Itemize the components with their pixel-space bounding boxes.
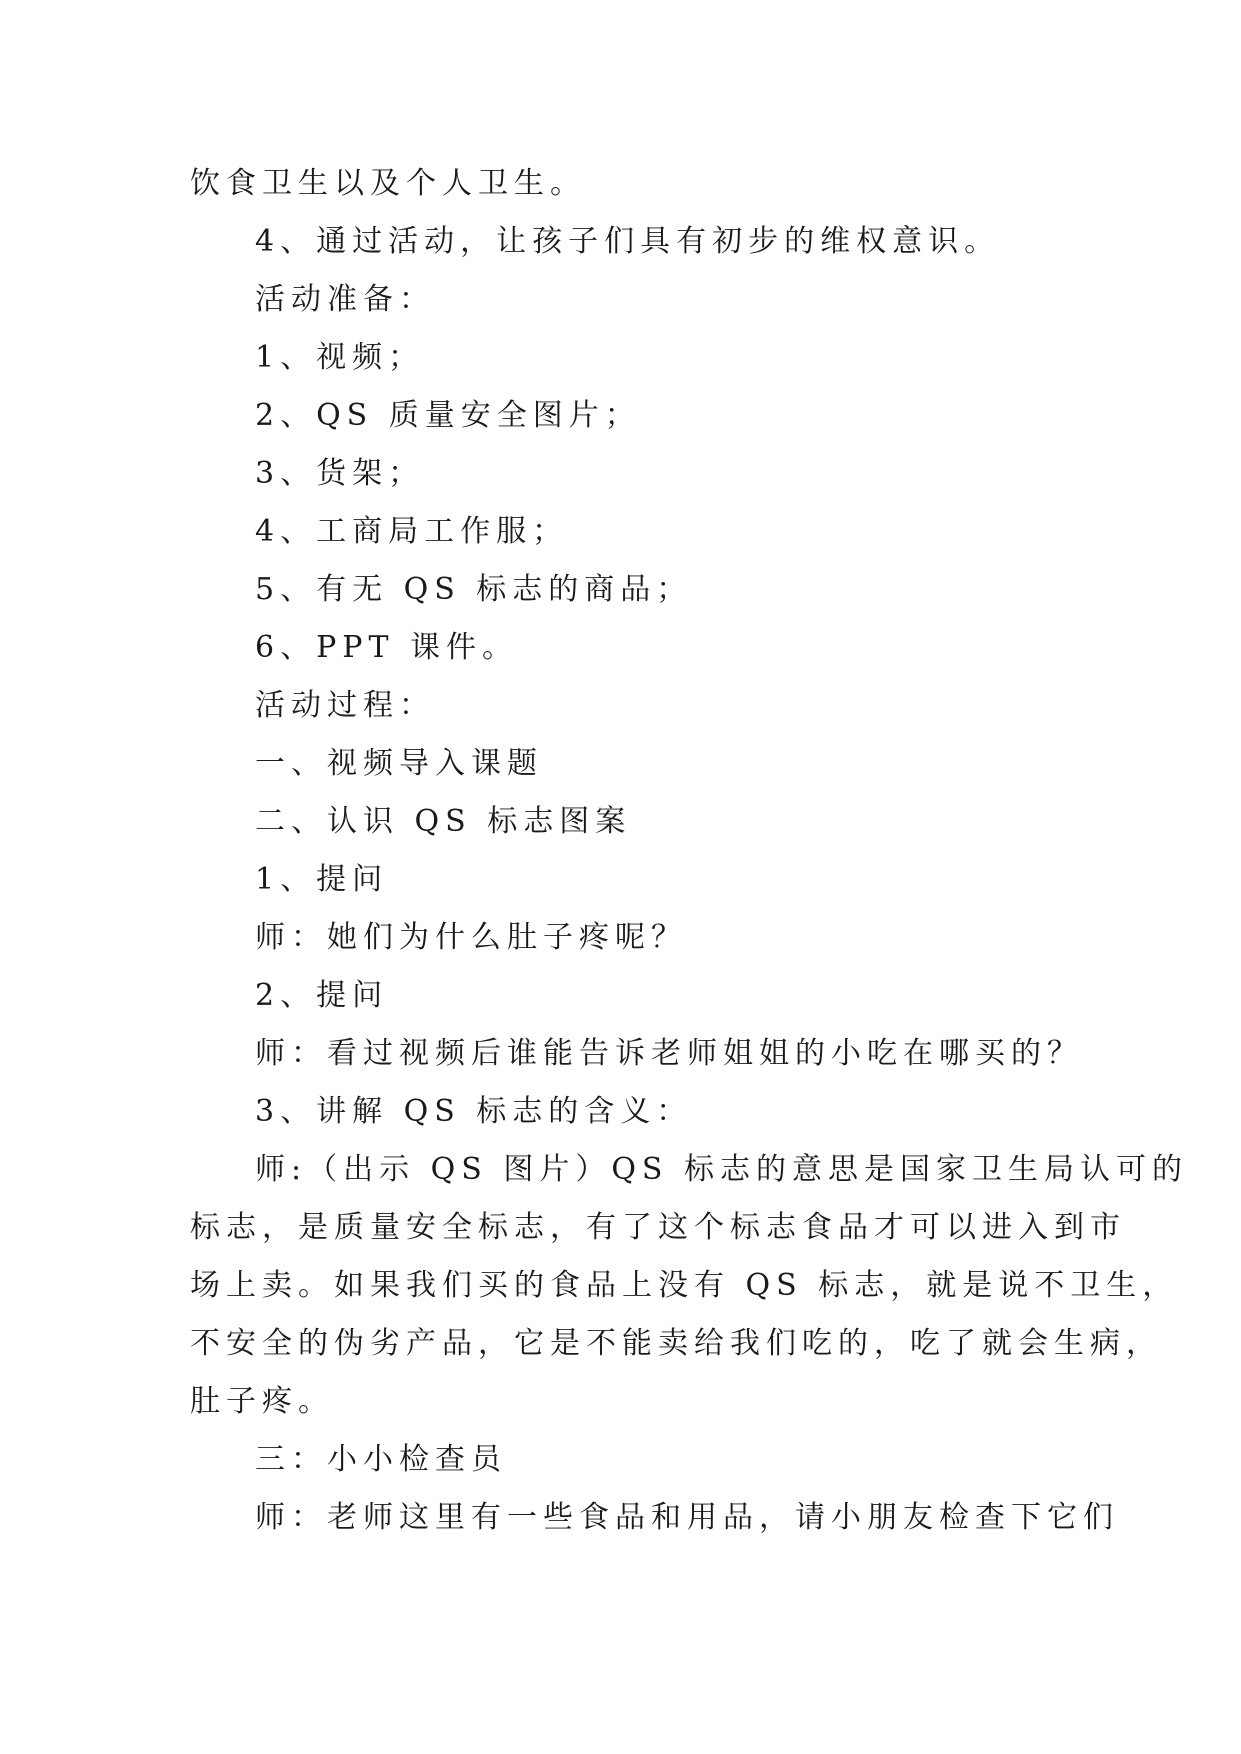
list-item: 6、PPT 课件。 [255, 630, 519, 665]
objective-item: 4、通过活动，让孩子们具有初步的维权意识。 [255, 224, 1001, 259]
paragraph-line: 场上卖。如果我们买的食品上没有 QS 标志，就是说不卫生， [190, 1268, 1179, 1303]
paragraph-line: 标志，是质量安全标志，有了这个标志食品才可以进入到市 [190, 1210, 1126, 1245]
paragraph-line: 肚子疼。 [190, 1384, 334, 1419]
section-heading: 活动过程： [255, 688, 435, 723]
step-heading: 三：小小检查员 [255, 1442, 507, 1477]
list-item: 1、视频； [255, 340, 425, 375]
list-item: 1、提问 [255, 862, 389, 897]
teacher-line: 师：她们为什么肚子疼呢？ [255, 920, 687, 955]
list-item: 3、货架； [255, 456, 425, 491]
list-item: 2、提问 [255, 978, 389, 1013]
section-heading: 活动准备： [255, 282, 435, 317]
step-heading: 一、视频导入课题 [255, 746, 543, 781]
paragraph-line: 不安全的伪劣产品，它是不能卖给我们吃的，吃了就会生病， [190, 1326, 1162, 1361]
list-item: 5、有无 QS 标志的商品； [255, 572, 693, 607]
list-item: 4、工商局工作服； [255, 514, 569, 549]
list-item: 2、QS 质量安全图片； [255, 398, 641, 433]
teacher-line: 师：老师这里有一些食品和用品，请小朋友检查下它们 [255, 1500, 1119, 1535]
teacher-line: 师：看过视频后谁能告诉老师姐姐的小吃在哪买的？ [255, 1036, 1083, 1071]
teacher-line: 师:（出示 QS 图片）QS 标志的意思是国家卫生局认可的 [255, 1152, 1189, 1187]
list-item: 3、讲解 QS 标志的含义： [255, 1094, 693, 1129]
paragraph-line: 饮食卫生以及个人卫生。 [190, 166, 586, 201]
step-heading: 二、认识 QS 标志图案 [255, 804, 632, 839]
